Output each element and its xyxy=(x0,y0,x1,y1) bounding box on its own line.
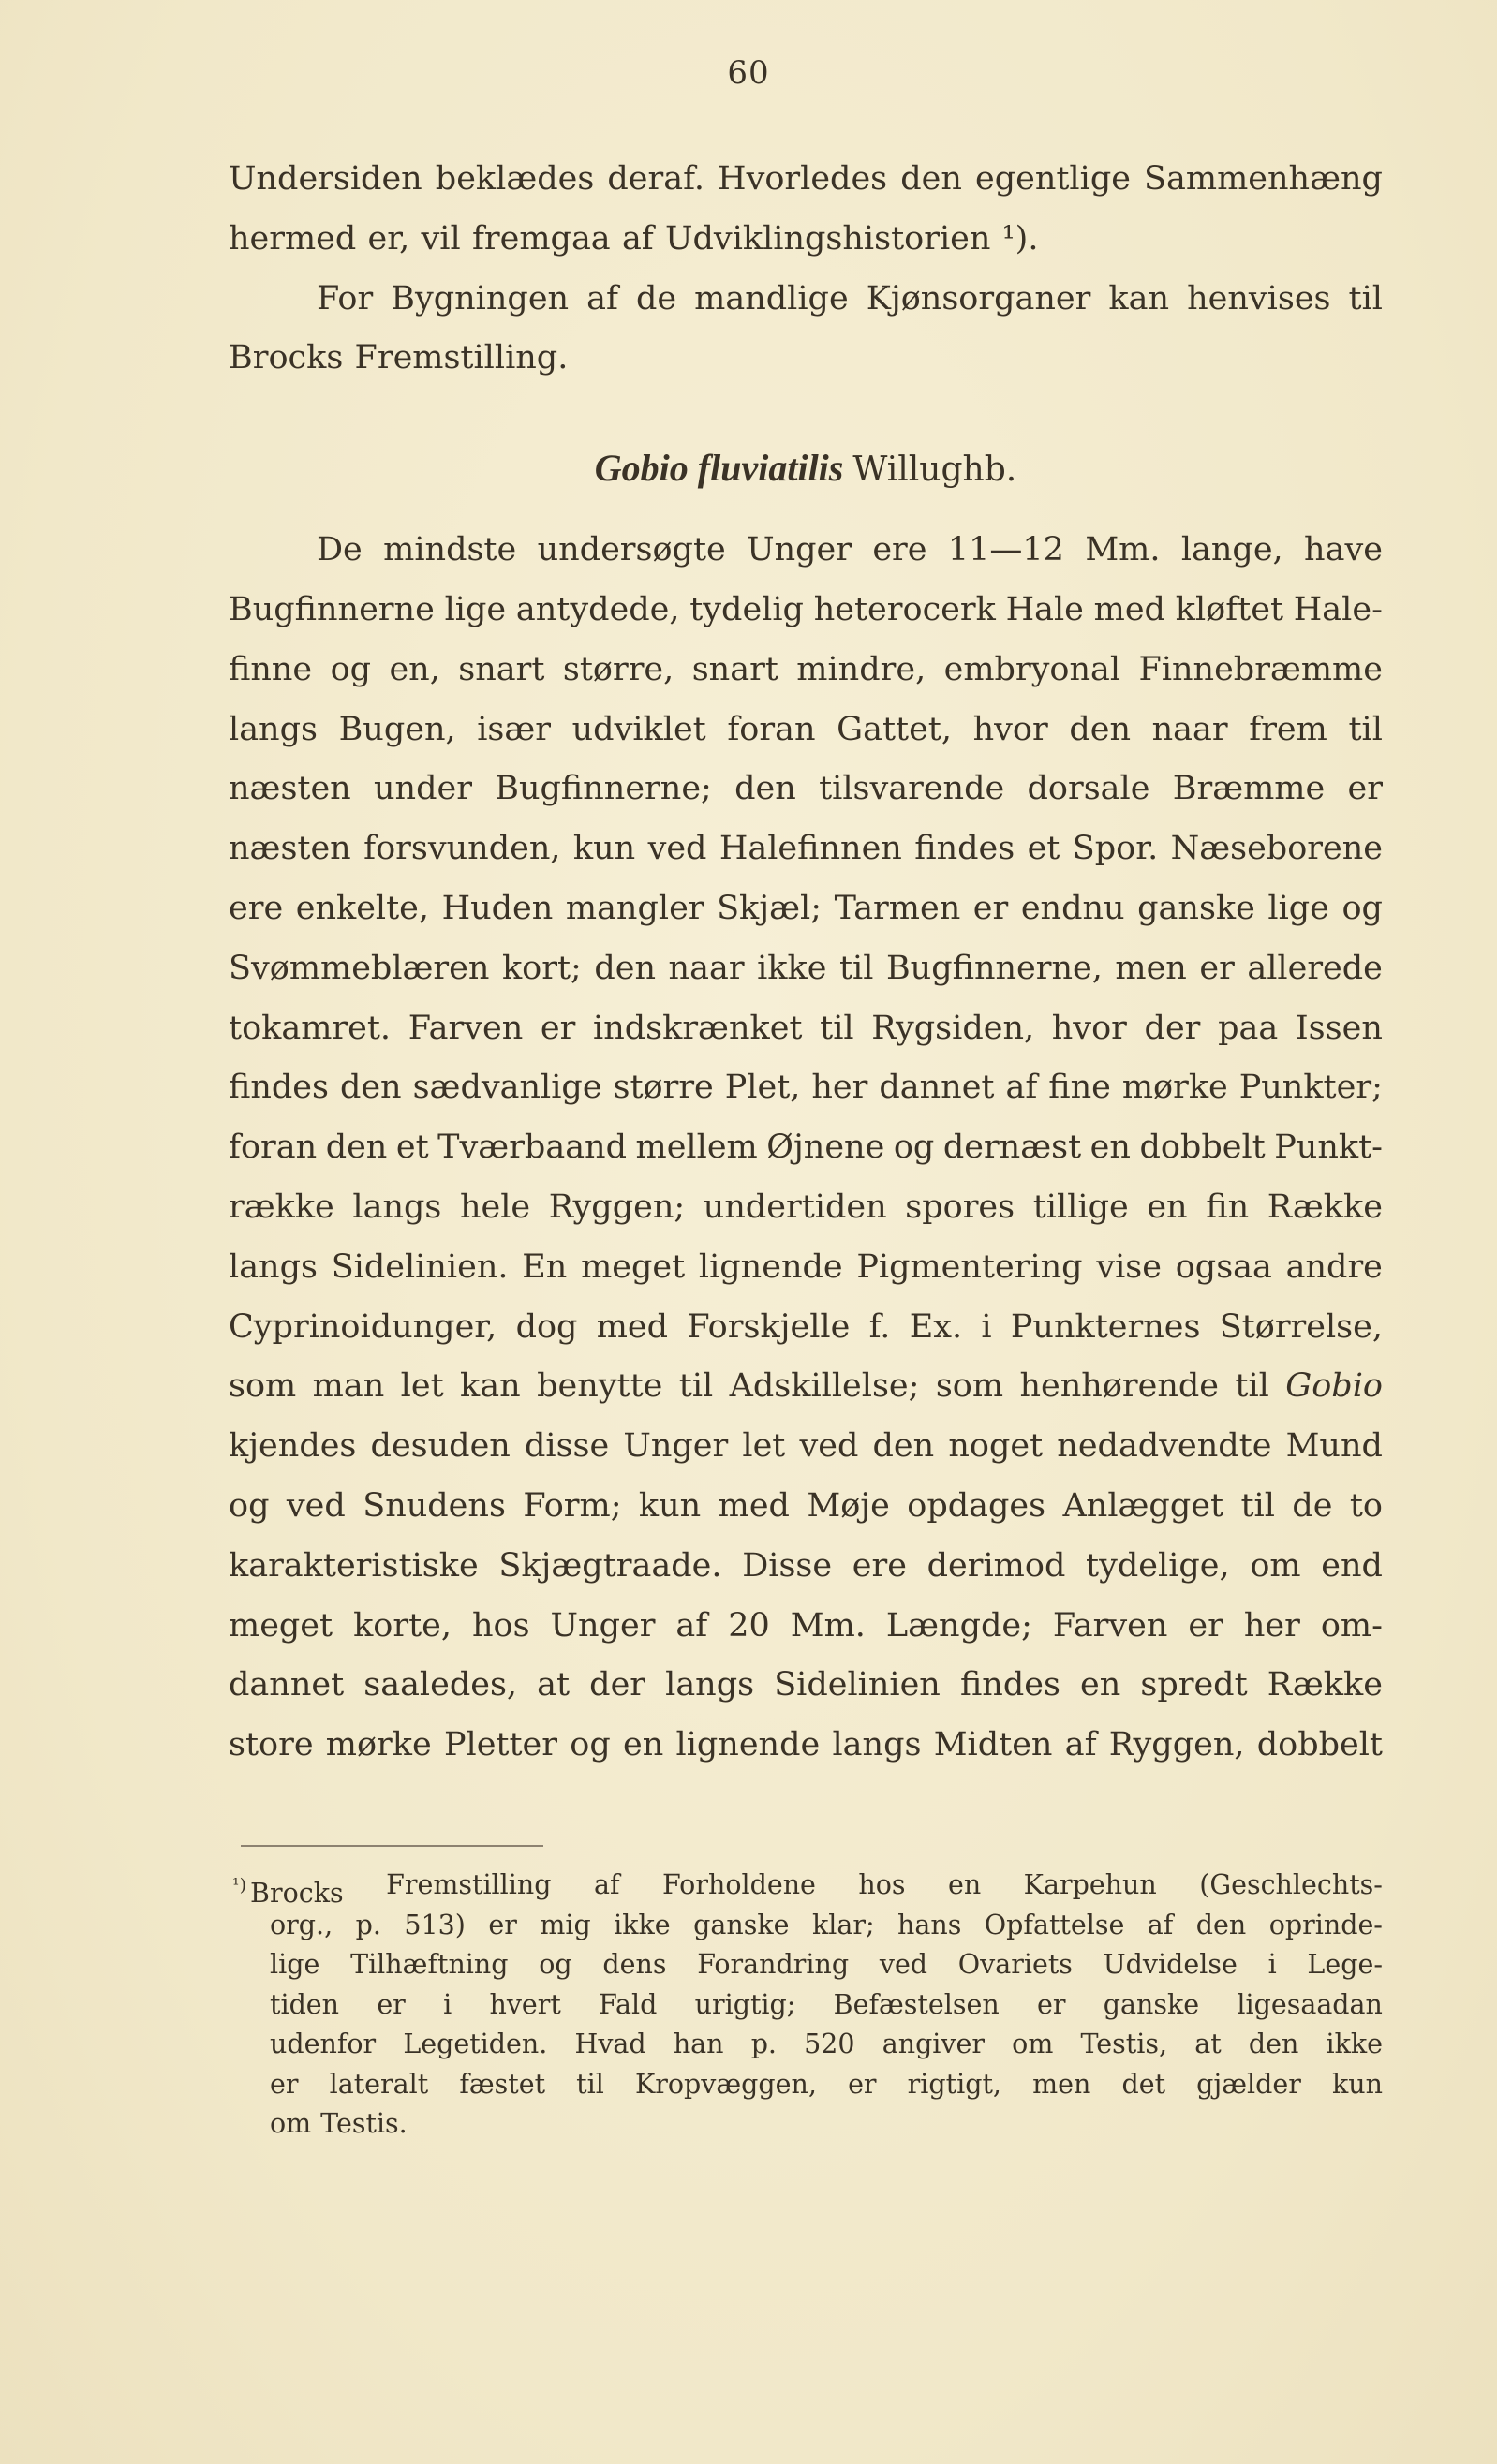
footnote-line: org., p. 513) er mig ikke ganske klar; hans Opfattelse af den oprinde- xyxy=(270,1909,1383,1940)
footnote-line: $^{^1)}$ Brocks Fremstilling af Forholdene hos en Karpehun (Geschlechts- xyxy=(232,1869,1383,1909)
footnote-line: udenfor Legetiden. Hvad han p. 520 angiver om Testis, at den ikke xyxy=(270,2029,1383,2059)
text-line: Undersiden beklædes deraf. Hvorledes den egentlige Sammenhæng xyxy=(229,160,1383,198)
text-line: Bugfinnerne lige antydede, tydelig heterocerk Hale med kløftet Hale- xyxy=(229,590,1383,628)
text-line: række langs hele Ryggen; undertiden spores tillige en fin Række xyxy=(229,1188,1383,1226)
text-line: langs Bugen, især udviklet foran Gattet, hvor den naar frem til xyxy=(229,710,1383,748)
footnote-divider xyxy=(241,1845,543,1847)
species-author: Willughb. xyxy=(852,450,1017,490)
species-description xyxy=(229,521,1383,1776)
footnote xyxy=(232,1866,1383,2145)
text-line: Brocks Fremstilling. xyxy=(229,339,569,377)
text-line: dannet saaledes, at der langs Sidelinien findes en spredt Række xyxy=(229,1666,1383,1704)
text-line: finne og en, snart større, snart mindre, embryonal Finnebræmme xyxy=(229,650,1383,688)
footnote-line: tiden er i hvert Fald urigtig; Befæstelsen er ganske ligesaadan xyxy=(270,1988,1383,2020)
species-name: Gobio fluviatilis xyxy=(594,447,844,490)
footnote-marker: ¹) xyxy=(232,1875,247,1896)
footnote-line: er lateralt fæstet til Kropvæggen, er rigtigt, men det gjælder kun xyxy=(270,2068,1383,2100)
text-line: tokamret. Farven er indskrænket til Rygsiden, hvor der paa Issen xyxy=(229,1009,1383,1047)
footnote-line: om Testis. xyxy=(270,2108,408,2139)
text-line: som man let kan benytte til Adskillelse; som henhørende til Gobio xyxy=(229,1367,1383,1406)
text-line: ere enkelte, Huden mangler Skjæl; Tarmen er endnu ganske lige og xyxy=(229,889,1383,927)
text-line: kjendes desuden disse Unger let ved den noget nedadvendte Mund xyxy=(229,1427,1383,1466)
text-line: meget korte, hos Unger af 20 Mm. Længde; Farven er her om- xyxy=(229,1606,1383,1645)
text-line: næsten under Bugfinnerne; den tilsvarende dorsale Bræmme er xyxy=(229,770,1383,808)
text-line: og ved Snudens Form; kun med Møje opdages Anlægget til de to xyxy=(229,1486,1383,1525)
species-heading xyxy=(229,438,1383,498)
page-number: 60 xyxy=(727,54,770,92)
text-line: De mindste undersøgte Unger ere 11—12 Mm. lange, have xyxy=(317,531,1383,569)
text-line: Cyprinoidunger, dog med Forskjelle f. Ex. i Punkternes Størrelse, xyxy=(229,1307,1383,1346)
text-line: hermed er, vil fremgaa af Udviklingshistorien ¹). xyxy=(229,219,1039,258)
text-line: Svømmeblæren kort; den naar ikke til Bugfinnerne, men er allerede xyxy=(229,949,1383,987)
text-line: karakteristiske Skjægtraade. Disse ere derimod tydelige, om end xyxy=(229,1546,1383,1585)
body-text xyxy=(229,150,1383,1776)
intro-paragraphs xyxy=(229,150,1383,389)
text-line: For Bygningen af de mandlige Kjønsorganer kan henvises til xyxy=(317,279,1383,317)
text-line: findes den sædvanlige større Plet, her dannet af fine mørke Punkter; xyxy=(229,1069,1383,1107)
footnote-line: lige Tilhæftning og dens Forandring ved Ovariets Udvidelse i Lege- xyxy=(270,1949,1383,1980)
text-line: langs Sidelinien. En meget lignende Pigmentering vise ogsaa andre xyxy=(229,1247,1383,1286)
text-line: næsten forsvunden, kun ved Halefinnen findes et Spor. Næseborene xyxy=(229,830,1383,868)
text-line: store mørke Pletter og en lignende langs Midten af Ryggen, dobbelt xyxy=(229,1726,1383,1764)
text-line: foran den et Tværbaand mellem Øjnene og dernæst en dobbelt Punkt- xyxy=(229,1129,1383,1167)
